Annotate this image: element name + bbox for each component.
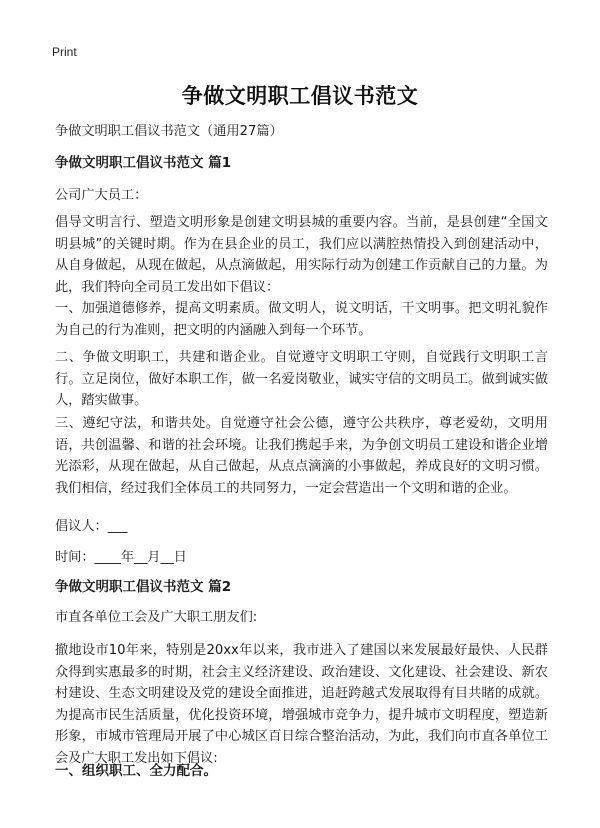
article-1-point-3: 三、遵纪守法，和谐共处。自觉遵守社会公德，遵守公共秩序，尊老爱幼，文明用语，共创温馨、和谐的社会环境。让我们携起手来，为争创文明员工建设和谐企业增光添彩，从现在做起，从自己做起，从点点滴滴的小事做起，养成良好的文明习惯。我们相信，经过我们全体员工的共同努力，一定会营造出一个文明和谐的企业。	[55, 416, 548, 496]
article-2-point-1: 一、组织职工、全力配合。	[55, 763, 217, 779]
article-1-point-2: 二、争做文明职工，共建和谐企业。自觉遵守文明职工守则，自觉践行文明职工言行。立足岗位，做好本职工作，做一名爱岗敬业，诚实守信的文明员工。做到诚实做人，踏实做事。	[55, 350, 548, 408]
article-1-heading: 争做文明职工倡议书范文 篇1	[55, 155, 232, 171]
article-1-point-1: 一、加强道德修养，提高文明素质。做文明人，说文明话，干文明事。把文明礼貌作为自己的行为准则，把文明的内涵融入到每一个环节。	[55, 301, 548, 338]
article-2-intro: 撤地设市10年来，特别是20xx年以来，我市进入了建国以来发展最好最快、人民群众得到实惠最多的时期，社会主义经济建设、政治建设、文化建设、社会建设、新农村建设、生态文明建设及党的建设全面推进，追赶跨越式发展取得有目共睹的成就。为提高市民生活质量，优化投资环境，增强城市竞争力，提升城市文明程度，塑造新形象，市城市管理局开展了中心城区百日综合整治活动，为此，我们向市直各单位工会及广大职工发出如下倡议:	[55, 643, 548, 766]
subtitle: 争做文明职工倡议书范文（通用27篇）	[55, 124, 283, 139]
article-1-greeting: 公司广大员工：	[55, 188, 148, 203]
article-2-heading: 争做文明职工倡议书范文 篇2	[55, 579, 232, 595]
print-label[interactable]: Print	[52, 45, 77, 59]
article-1-signer: 倡议人：___	[55, 519, 128, 534]
article-1-date: 时间：____年__月__日	[55, 550, 187, 565]
page-title: 争做文明职工倡议书范文	[181, 84, 419, 108]
article-2-greeting: 市直各单位工会及广大职工朋友们:	[55, 610, 258, 625]
article-1-intro: 倡导文明言行、塑造文明形象是创建文明县城的重要内容。当前，是县创建“全国文明县城”的关键时期。作为在县企业的员工，我们应以满腔热情投入到创建活动中，从自身做起，从现在做起，从点滴做起，用实际行动为创建工作贡献自己的力量。为此，我们特向全司员工发出如下倡议：	[55, 215, 548, 295]
